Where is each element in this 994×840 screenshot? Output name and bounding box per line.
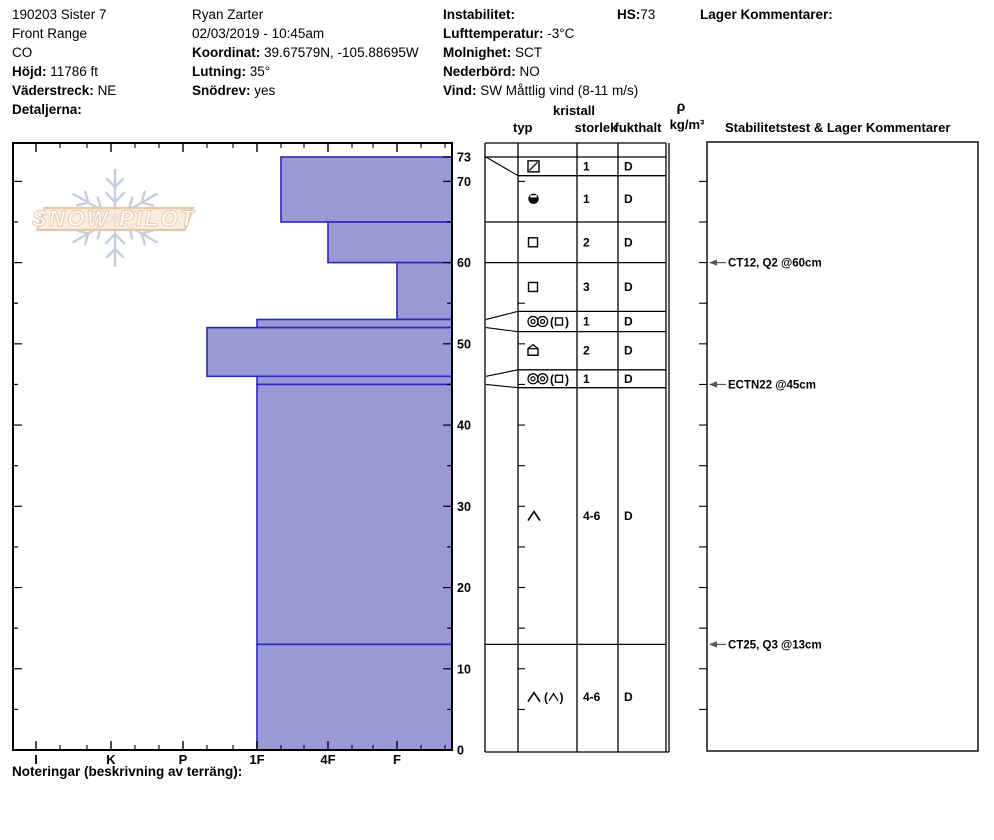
crust-glyph	[528, 345, 538, 356]
grain-symbol-square-dot	[528, 194, 538, 204]
stability-test-annotation: ECTN22 @45cm	[728, 379, 816, 392]
pit-info-line: 190203 Sister 7	[12, 7, 107, 22]
grain-size-value: 4-6	[583, 509, 601, 524]
hardness-axis-label: F	[393, 752, 401, 767]
grain-moisture-value: D	[624, 159, 633, 174]
square-glyph	[556, 375, 563, 382]
dot-glyph	[528, 194, 538, 204]
leader-line	[486, 311, 518, 319]
square-glyph	[556, 318, 563, 325]
typ-column-header: typ	[513, 120, 533, 135]
circle-glyph	[541, 319, 545, 323]
grain-moisture-value: D	[624, 509, 633, 524]
layer-bar	[257, 384, 452, 644]
hs-value: 73	[640, 7, 656, 22]
grain-moisture-value: D	[624, 279, 633, 294]
stability-column-frame	[707, 142, 978, 751]
density-unit-header: kg/m³	[669, 117, 705, 132]
grain-symbol-crust	[528, 345, 538, 356]
layer-bar	[281, 157, 452, 222]
header-column-weather-info	[443, 5, 641, 100]
circle-glyph	[528, 374, 538, 384]
grain-size-value: 4-6	[583, 690, 601, 705]
circle-glyph	[538, 316, 548, 326]
layer-bar	[207, 328, 452, 377]
hs-label: HS:	[617, 7, 641, 22]
grain-size-value: 2	[583, 235, 590, 250]
circle-glyph	[528, 316, 538, 326]
layer-bar	[257, 319, 452, 327]
grain-moisture-value: D	[624, 371, 633, 386]
depth-axis-label: 0	[457, 743, 464, 758]
logo-text: SNOW PILOT	[31, 206, 197, 231]
grain-size-value: 3	[583, 279, 590, 294]
layer-bar	[328, 222, 452, 263]
diagonal-glyph	[530, 162, 538, 170]
grain-moisture-value: D	[624, 191, 633, 206]
storlek-column-header: storlek	[574, 120, 618, 135]
weather-info-line: Nederbörd: NO	[443, 64, 540, 79]
grain-moisture-value: D	[624, 343, 633, 358]
grain-symbol-double-circles-paren-square	[528, 372, 569, 386]
leader-line	[486, 328, 518, 332]
depth-axis-label: 60	[457, 256, 471, 271]
depth-axis-label: 50	[457, 337, 471, 352]
notes-label: Noteringar (beskrivning av terräng):	[12, 764, 243, 779]
stability-column-header: Stabilitetstest & Lager Kommentarer	[725, 120, 951, 135]
layer-bar	[257, 644, 452, 750]
leader-line	[486, 157, 518, 176]
paren-glyph: )	[559, 690, 564, 705]
grain-symbol-depth-hoar-paren	[528, 691, 564, 705]
hs-total-depth	[617, 5, 655, 24]
test-arrowhead	[709, 641, 717, 647]
stability-test-annotation: CT25, Q3 @13cm	[728, 639, 822, 652]
circle-glyph	[531, 377, 535, 381]
caret-glyph	[528, 512, 540, 521]
pit-info-line: Detaljerna:	[12, 102, 82, 117]
test-arrowhead	[709, 381, 717, 387]
grain-size-value: 1	[583, 159, 590, 174]
depth-axis-label: 10	[457, 662, 471, 677]
test-arrowhead	[709, 259, 717, 265]
leader-line	[486, 384, 518, 387]
grain-symbol-square	[529, 238, 538, 247]
leader-line	[486, 370, 518, 376]
weather-info-line: Lufttemperatur: -3°C	[443, 26, 575, 41]
depth-axis-label: 30	[457, 499, 471, 514]
grain-moisture-value: D	[624, 314, 633, 329]
paren-glyph: (	[550, 314, 554, 329]
hardness-axis-label: K	[106, 752, 116, 767]
kristall-column-header: kristall	[553, 103, 595, 118]
observer-info-line: 02/03/2019 - 10:45am	[192, 26, 325, 41]
grain-symbol-square-diagonal	[528, 161, 539, 172]
observer-info-line: Lutning: 35°	[192, 64, 271, 79]
square-glyph	[529, 282, 538, 291]
grain-size-value: 1	[583, 314, 590, 329]
hardness-axis-label: I	[34, 752, 38, 767]
paren-glyph: (	[550, 372, 554, 387]
layer-comments-header: Lager Kommentarer:	[700, 7, 833, 22]
caret-glyph	[549, 694, 558, 701]
paren-glyph: (	[544, 690, 548, 705]
circle-glyph	[538, 374, 548, 384]
grain-moisture-value: D	[624, 235, 633, 250]
layer-bar	[397, 263, 452, 320]
grain-symbol-depth-hoar	[528, 512, 540, 521]
observer-info-line: Koordinat: 39.67579N, -105.88695W	[192, 45, 419, 60]
pit-info-line: Höjd: 11786 ft	[12, 64, 99, 79]
grain-size-value: 1	[583, 191, 590, 206]
weather-info-line: Molnighet: SCT	[443, 45, 542, 60]
stability-test-annotation: CT12, Q2 @60cm	[728, 257, 822, 270]
header-column-observer-info	[192, 5, 419, 100]
weather-info-line: Instabilitet:	[443, 7, 516, 22]
paren-glyph: )	[565, 372, 569, 387]
snowpilot-logo	[32, 170, 196, 266]
grain-symbol-double-circles-paren-square	[528, 315, 569, 329]
pit-info-line: CO	[12, 45, 33, 60]
grain-size-value: 1	[583, 371, 590, 386]
grain-moisture-value: D	[624, 690, 633, 705]
circle-glyph	[531, 319, 535, 323]
caret-glyph	[528, 693, 540, 702]
grain-size-value: 2	[583, 343, 590, 358]
circle-glyph	[541, 377, 545, 381]
depth-axis-label: 70	[457, 174, 471, 189]
layer-bar	[257, 376, 452, 384]
hardness-axis-label: 4F	[320, 752, 336, 767]
pit-info-line: Front Range	[12, 26, 88, 41]
hardness-axis-label: P	[178, 752, 188, 767]
density-column-header: ρ	[676, 98, 686, 114]
depth-axis-label: 20	[457, 581, 471, 596]
paren-glyph: )	[565, 314, 569, 329]
square-glyph	[529, 238, 538, 247]
depth-axis-label: 73	[457, 150, 471, 165]
header-column-pit-info	[12, 5, 116, 119]
weather-info-line: Vind: SW Måttlig vind (8-11 m/s)	[443, 83, 639, 98]
hardness-axis-label: 1F	[249, 752, 265, 767]
depth-axis-label: 40	[457, 418, 471, 433]
pit-info-line: Väderstreck: NE	[12, 83, 117, 98]
observer-info-line: Snödrev: yes	[192, 83, 276, 98]
fukthalt-column-header: fukthalt	[614, 120, 662, 135]
slit-glyph	[530, 195, 537, 197]
observer-info-line: Ryan Zarter	[192, 7, 264, 22]
grain-symbol-square	[529, 282, 538, 291]
